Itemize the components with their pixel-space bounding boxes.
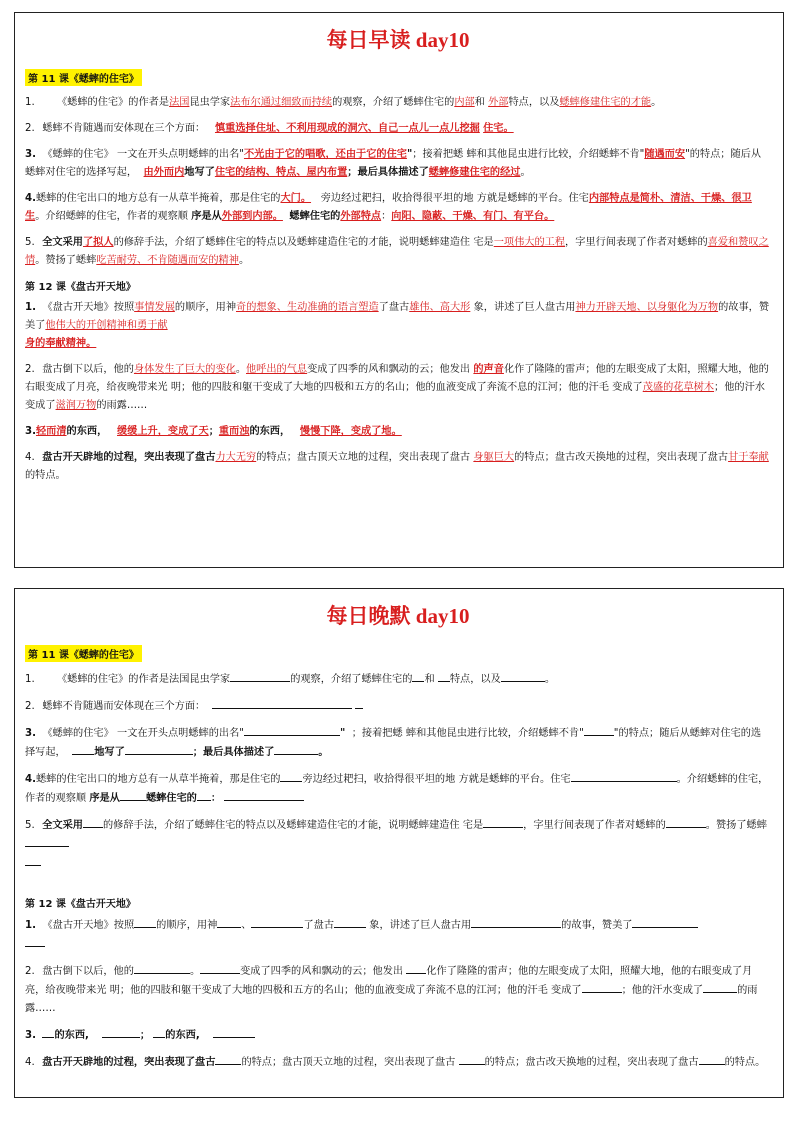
evening-title: 每日晚默 day10 (326, 604, 470, 628)
answer-text: 蟋蟀修建住宅的经过 (428, 167, 521, 178)
fill-blank (120, 789, 146, 801)
fill-blank (703, 981, 737, 993)
answer-text: 奇的想象、生动准确的语言塑造 (236, 302, 379, 313)
answer-text: 住宅。 (483, 123, 514, 134)
morning-item-1: 1. 《蟋蟀的住宅》的作者是法国昆虫学家法布尔通过细致而持续的观察，介绍了蟋蟀住宅的内部和 外部特点，以及蟋蟀修建住宅的才能。 (25, 94, 771, 112)
lesson-12-heading: 第 12 课《盘古开天地》 (25, 899, 136, 910)
morning-item-4: 4.蟋蟀的住宅出口的地方总有一从草半掩着，那是住宅的大门。 旁边经过耙扫，收拾得很平坦的地 方就是蟋蟀的平台。住宅内部特点是简朴、清洁、干燥、很卫生。介绍蟋蟀的住宅，作者的观察顺 序是从外部到内部。 蟋蟀住宅的外部特点：向阳、隐蔽、干燥、有门、有平台。 (25, 193, 752, 222)
morning-q-4: 4. 盘古开天辟地的过程，突出表现了盘古力大无穷的特点；盘古顶天立地的过程，突出表现了盘古 身躯巨大的特点；盘古改天换地的过程，突出表现了盘古甘于奉献的特点。 (25, 449, 771, 485)
morning-q-1: 1. 《盘古开天地》按照事情发展的顺序，用神奇的想象、生动准确的语言塑造了盘古雄伟、高大形 象，讲述了巨人盘古用神力开辟天地、以身躯化为万物的故事，赞美了他伟大的开创精神和勇于献 身的奉献精神。 (25, 302, 770, 349)
answer-text: 轻而清 (35, 426, 67, 437)
fill-blank (699, 1053, 725, 1065)
fill-blank (102, 1026, 140, 1038)
fill-blank (25, 854, 41, 866)
fill-blank (153, 1026, 165, 1038)
evening-item-4: 4.蟋蟀的住宅出口的地方总有一从草半掩着，那是住宅的 旁边经过耙扫，收拾得很平坦的地 方就是蟋蟀的平台。住宅 。介绍蟋蟀的住宅，作者的观察顺 序是从 蟋蟀住宅的 ： (25, 770, 771, 808)
answer-text: 由外而内 (143, 167, 185, 178)
answer-text: 慢慢下降，变成了地。 (299, 426, 402, 437)
answer-text: 一项伟大的工程 (493, 237, 566, 248)
evening-q-1: 1. 《盘古开天地》按照 的顺序，用神 、 了盘古 象，讲述了巨人盘古用 的故事，赞美了 (25, 916, 771, 954)
item-number: 2. (25, 701, 35, 712)
answer-text: 内部 (454, 97, 475, 108)
evening-q-3: 3. 的东西, ； 的东西, (25, 1026, 771, 1045)
answer-text: 力大无穷 (215, 452, 257, 463)
item-number: 3. (25, 1030, 36, 1041)
fill-blank (42, 1026, 54, 1038)
answer-text: 的声音 (473, 364, 504, 375)
fill-blank (224, 789, 304, 801)
morning-reading-panel (14, 12, 784, 568)
answer-text: 身躯巨大 (473, 452, 515, 463)
item-number: 1. (25, 302, 36, 313)
answer-text: 滋润万物 (55, 400, 97, 411)
fill-blank (125, 743, 193, 755)
fill-blank (584, 724, 614, 736)
fill-blank (244, 724, 340, 736)
answer-text: 蟋蟀修建住宅的才能 (559, 97, 652, 108)
answer-text: 向阳、隐蔽、干燥、有门、有平台。 (391, 211, 555, 222)
fill-blank (483, 816, 523, 828)
item-number: 4. (25, 452, 35, 463)
item-number: 3. (25, 728, 36, 739)
fill-blank (200, 962, 240, 974)
lesson-11-heading: 第 11 课《蟋蟀的住宅》 (25, 69, 142, 86)
fill-blank (197, 789, 211, 801)
fill-blank (280, 770, 302, 782)
fill-blank (274, 743, 318, 755)
morning-item-3: 3. 《蟋蟀的住宅》 一文在开头点明蟋蟀的出名"不光由于它的唱歌，还由于它的住宅"；接着把蟋 蟀和其他昆虫进行比较，介绍蟋蟀不肯"随遇而安"的特点；随后从蟋蟀对住宅的选择写起， 由外而内地写了住宅的结构、特点、屋内布置；最后具体描述了蟋蟀修建住宅的经过。 (25, 149, 762, 178)
fill-blank (355, 697, 363, 709)
answer-text: 他呼出的气息 (246, 364, 308, 375)
answer-text: 外部到内部。 (221, 211, 283, 222)
fill-blank (501, 670, 545, 682)
fill-blank (215, 1053, 241, 1065)
fill-blank (217, 916, 241, 928)
answer-text: 雄伟、高大形 (409, 302, 471, 313)
item-number: 5. (25, 820, 35, 831)
fill-blank (632, 916, 698, 928)
item-number: 2. (25, 966, 35, 977)
answer-text: 他伟大的开创精神和勇于献 (45, 320, 168, 331)
item-number: 4. (25, 1057, 35, 1068)
answer-text: 身体发生了巨大的变化 (133, 364, 236, 375)
fill-blank (251, 916, 303, 928)
fill-blank (134, 962, 190, 974)
fill-blank (134, 916, 156, 928)
morning-title: 每日早读 day10 (326, 28, 470, 52)
item-number: 1. (25, 97, 35, 108)
fill-blank (83, 816, 103, 828)
evening-item-2: 2. 蟋蟀不肯随遇而安体现在三个方面： (25, 697, 771, 716)
fill-blank (72, 743, 94, 755)
evening-item-5: 5. 全文采用 的修辞手法，介绍了蟋蟀住宅的特点以及蟋蟀建造住宅的才能，说明蟋蟀建造住 宅是 ，字里行间表现了作者对蟋蟀的 。赞扬了蟋蟀 (25, 816, 771, 873)
fill-blank (25, 835, 69, 847)
morning-q-2: 2. 盘古倒下以后，他的身体发生了巨大的变化。他呼出的气息变成了四季的风和飘动的云；他发出 的声音化作了隆隆的雷声；他的左眼变成了太阳，照耀大地，他的右眼变成了月亮，给夜晚带来光 明；他的四肢和躯干变成了大地的四极和五方的名山；他的血液变成了奔流不息的江河；他的汗毛 变成了茂盛的花草树木；他的汗水变成了滋润万物的雨露…… (25, 361, 771, 415)
answer-text: 重而浊 (218, 426, 250, 437)
item-number: 1. (25, 674, 35, 685)
answer-text: 身的奉献精神。 (25, 338, 97, 349)
answer-text: 茂盛的花草树木 (642, 382, 715, 393)
answer-text: 喜爱和赞叹之情 (25, 237, 769, 266)
lesson-12-heading: 第 12 课《盘古开天地》 (25, 282, 136, 293)
answer-text: 不光由于它的唱歌，还由于它的住宅 (243, 149, 407, 160)
answer-text: 法布尔通过细致而持续 (230, 97, 333, 108)
lesson-11-heading: 第 11 课《蟋蟀的住宅》 (25, 645, 142, 662)
answer-text: 吃苦耐劳、不肯随遇而安的精神 (96, 255, 239, 266)
item-number: 4. (25, 774, 36, 785)
answer-text: 慎重选择住址、不利用现成的洞穴、自己一点儿一点儿挖掘 (214, 123, 480, 134)
fill-blank (438, 670, 450, 682)
item-number: 4. (25, 193, 36, 204)
answer-text: 神力开辟天地、以身躯化为万物 (575, 302, 719, 313)
fill-blank (230, 670, 290, 682)
evening-dictation-panel (14, 588, 784, 1098)
answer-text: 甘于奉献 (728, 452, 769, 463)
fill-blank (406, 962, 426, 974)
item-number: 2. (25, 364, 35, 375)
answer-text: 了拟人 (83, 237, 114, 248)
answer-text: 外部 (488, 97, 509, 108)
answer-text: 法国 (169, 97, 190, 108)
answer-text: 随遇而安 (644, 149, 686, 160)
fill-blank (412, 670, 424, 682)
item-number: 5. (25, 237, 35, 248)
answer-text: 外部特点 (340, 211, 382, 222)
fill-blank (25, 935, 45, 947)
item-number: 3. (25, 426, 36, 437)
evening-q-4: 4. 盘古开天辟地的过程，突出表现了盘古 的特点；盘古顶天立地的过程，突出表现了盘古 的特点；盘古改天换地的过程，突出表现了盘古 的特点。 (25, 1053, 771, 1072)
answer-text: 住宅的结构、特点、屋内布置 (214, 167, 348, 178)
fill-blank (471, 916, 561, 928)
fill-blank (212, 697, 352, 709)
fill-blank (459, 1053, 485, 1065)
morning-item-2: 2. 蟋蟀不肯随遇而安体现在三个方面： 慎重选择住址、不利用现成的洞穴、自己一点儿一点儿挖掘 住宅。 (25, 120, 771, 138)
item-number: 2. (25, 123, 35, 134)
answer-text: 事情发展 (134, 302, 175, 313)
item-number: 3. (25, 149, 36, 160)
morning-item-5: 5. 全文采用了拟人的修辞手法，介绍了蟋蟀住宅的特点以及蟋蟀建造住宅的才能，说明蟋蟀建造住 宅是一项伟大的工程，字里行间表现了作者对蟋蟀的喜爱和赞叹之情。赞扬了蟋蟀吃苦耐劳、不肯随遇而安的精神。 (25, 234, 771, 270)
answer-text: 大门。 (280, 193, 312, 204)
item-number: 1. (25, 920, 36, 931)
fill-blank (571, 770, 677, 782)
evening-q-2: 2. 盘古倒下以后，他的 。 变成了四季的风和飘动的云；他发出 化作了隆隆的雷声；他的左眼变成了太阳，照耀大地，他的右眼变成了月亮，给夜晚带来光 明；他的四肢和躯干变成了大地的四极和五方的名山；他的血液变成了奔流不息的江河；他的汗毛 变成了 ；他的汗水变成了 的雨露…… (25, 962, 771, 1018)
fill-blank (666, 816, 706, 828)
fill-blank (334, 916, 366, 928)
evening-item-1: 1. 《蟋蟀的住宅》的作者是法国昆虫学家 的观察，介绍了蟋蟀住宅的 和 特点，以及 。 (25, 670, 771, 689)
answer-text: 内部特点是简朴、清洁、干燥、很卫生 (25, 193, 752, 222)
fill-blank (582, 981, 622, 993)
evening-item-3: 3. 《蟋蟀的住宅》 一文在开头点明蟋蟀的出名" " ；接着把蟋 蟀和其他昆虫进行比较，介绍蟋蟀不肯" "的特点；随后从蟋蟀对住宅的选择写起， 地写了 ；最后具体描述了 。 (25, 724, 771, 762)
fill-blank (213, 1026, 255, 1038)
morning-q-3: 3.轻而清的东西， 缓缓上升，变成了天；重而浊的东西， 慢慢下降，变成了地。 (25, 426, 402, 437)
answer-text: 缓缓上升，变成了天 (117, 426, 209, 437)
